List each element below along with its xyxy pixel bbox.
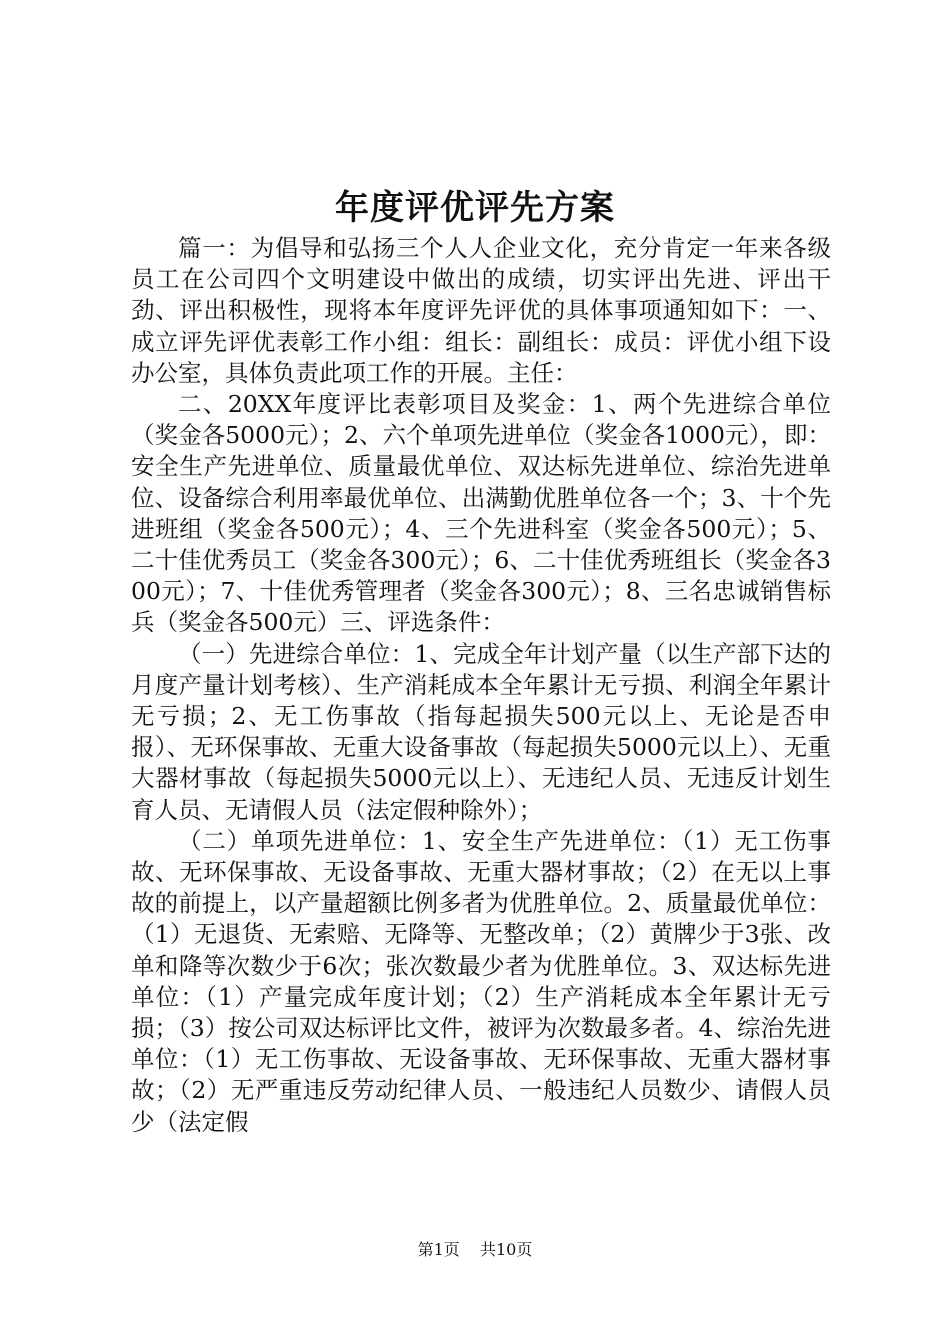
page-total: 共10页 [480,1240,533,1259]
paragraph-3: （一）先进综合单位：1、完成全年计划产量（以生产部下达的月度产量计划考核）、生产消耗成本全年累计无亏损、利润全年累计无亏损；2、无工伤事故（指每起损失500元以上、无论是否申报）、无环保事故、无重大设备事故（每起损失5000元以上）、无重大器材事故（每起损失5000元以上）、无违纪人员、无违反计划生育人员、无请假人员（法定假种除外）； [131,639,831,824]
page-number: 第1页 [417,1240,460,1259]
paragraph-1: 篇一：为倡导和弘扬三个人人企业文化，充分肯定一年来各级员工在公司四个文明建设中做出的成绩，切实评出先进、评出干劲、评出积极性，现将本年度评先评优的具体事项通知如下：一、成立评先评优表彰工作小组：组长：副组长：成员：评优小组下设办公室，具体负责此项工作的开展。主任： [131,234,831,387]
paragraph-4: （二）单项先进单位：1、安全生产先进单位：（1）无工伤事故、无环保事故、无设备事故、无重大器材事故；（2）在无以上事故的前提上，以产量超额比例多者为优胜单位。2、质量最优单位：（1）无退货、无索赔、无降等、无整改单；（2）黄牌少于3张、改单和降等次数少于6次；张次数最少者为优胜单位。3、双达标先进单位：（1）产量完成年度计划；（2）生产消耗成本全年累计无亏损；（3）按公司双达标评比文件，被评为次数最多者。4、综治先进单位：（1）无工伤事故、无设备事故、无环保事故、无重大器材事故；（2）无严重违反劳动纪律人员、一般违纪人员数少、请假人员少（法定假 [131,826,831,1136]
document-body [131,233,831,1138]
page-footer [0,1240,950,1260]
document-title: 年度评优评先方案 [335,188,615,228]
paragraph-2: 二、20XX年度评比表彰项目及奖金：1、两个先进综合单位（奖金各5000元）；2、六个单项先进单位（奖金各1000元），即：安全生产先进单位、质量最优单位、双达标先进单位、综治先进单位、设备综合利用率最优单位、出满勤优胜单位各一个；3、十个先进班组（奖金各500元）；4、三个先进科室（奖金各500元）；5、二十佳优秀员工（奖金各300元）；6、二十佳优秀班组长（奖金各300元）；7、十佳优秀管理者（奖金各300元）；8、三名忠诚销售标兵（奖金各500元）三、评选条件： [131,390,831,637]
